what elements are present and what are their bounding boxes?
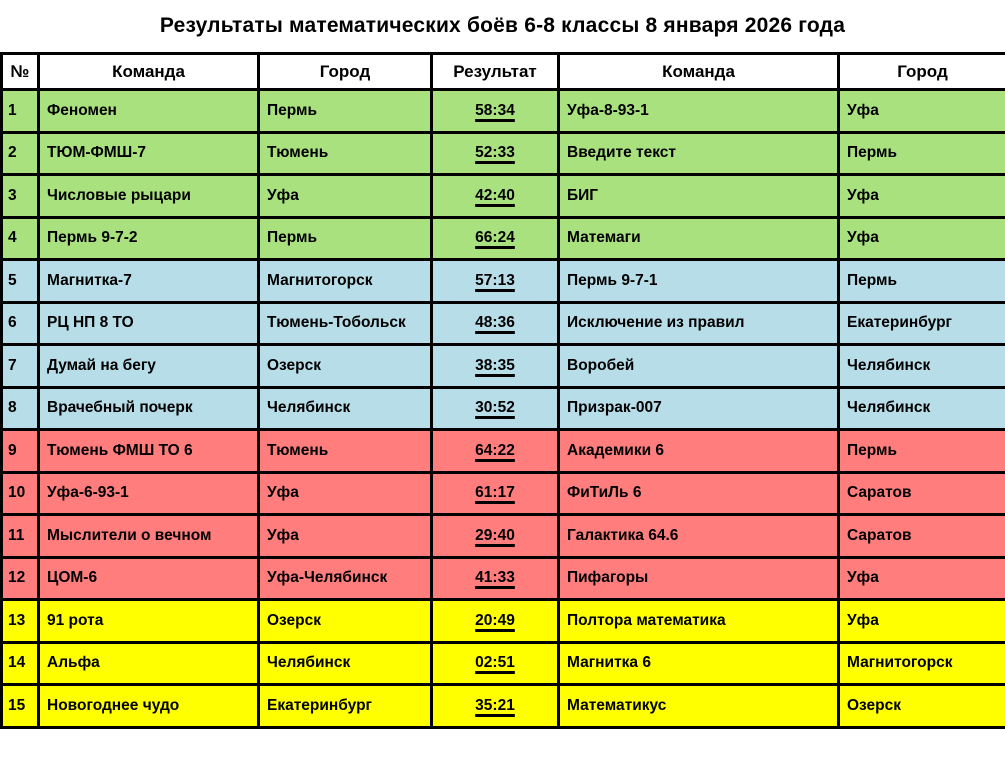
- row-number-cell: 13: [2, 600, 39, 643]
- city-right-cell: Саратов: [839, 472, 1005, 515]
- team-left-cell: Новогоднее чудо: [39, 685, 259, 728]
- table-row: [2, 132, 1005, 175]
- row-number-cell: 11: [2, 515, 39, 558]
- table-row: [2, 430, 1005, 473]
- team-right-cell: Математикус: [559, 685, 839, 728]
- team-right-cell: Академики 6: [559, 430, 839, 473]
- city-right-cell: Пермь: [839, 132, 1005, 175]
- result-cell: [432, 132, 559, 175]
- header-team-left: Команда: [39, 54, 259, 90]
- team-left-cell: Пермь 9-7-2: [39, 217, 259, 260]
- team-left-cell: Альфа: [39, 642, 259, 685]
- city-right-cell: Уфа: [839, 90, 1005, 133]
- result-cell: [432, 175, 559, 218]
- city-left-cell: Озерск: [259, 345, 432, 388]
- team-left-cell: ЦОМ-6: [39, 557, 259, 600]
- city-left-cell: Тюмень: [259, 430, 432, 473]
- result-cell: [432, 345, 559, 388]
- result-link[interactable]: 29:40: [475, 526, 515, 544]
- city-right-cell: Пермь: [839, 260, 1005, 303]
- result-link[interactable]: 64:22: [475, 441, 515, 459]
- city-left-cell: Пермь: [259, 90, 432, 133]
- result-cell: [432, 430, 559, 473]
- team-left-cell: Тюмень ФМШ ТО 6: [39, 430, 259, 473]
- row-number-cell: 8: [2, 387, 39, 430]
- city-right-cell: Пермь: [839, 430, 1005, 473]
- row-number-cell: 4: [2, 217, 39, 260]
- header-row: [2, 54, 1005, 90]
- result-cell: [432, 642, 559, 685]
- team-right-cell: Пифагоры: [559, 557, 839, 600]
- city-left-cell: Челябинск: [259, 642, 432, 685]
- team-right-cell: Пермь 9-7-1: [559, 260, 839, 303]
- row-number-cell: 7: [2, 345, 39, 388]
- result-link[interactable]: 61:17: [475, 484, 515, 502]
- header-result: Результат: [432, 54, 559, 90]
- result-cell: [432, 472, 559, 515]
- result-cell: [432, 90, 559, 133]
- team-right-cell: БИГ: [559, 175, 839, 218]
- result-cell: [432, 600, 559, 643]
- header-city-left: Город: [259, 54, 432, 90]
- city-left-cell: Тюмень-Тобольск: [259, 302, 432, 345]
- result-cell: [432, 260, 559, 303]
- page-title: Результаты математических боёв 6-8 классы 8 января 2026 года: [159, 14, 846, 37]
- row-number-cell: 14: [2, 642, 39, 685]
- city-left-cell: Пермь: [259, 217, 432, 260]
- team-left-cell: РЦ НП 8 ТО: [39, 302, 259, 345]
- result-link[interactable]: 02:51: [475, 654, 515, 672]
- team-left-cell: Феномен: [39, 90, 259, 133]
- team-right-cell: Полтора математика: [559, 600, 839, 643]
- row-number-cell: 15: [2, 685, 39, 728]
- city-right-cell: Екатеринбург: [839, 302, 1005, 345]
- table-row: [2, 685, 1005, 728]
- team-right-cell: Уфа-8-93-1: [559, 90, 839, 133]
- city-right-cell: Уфа: [839, 217, 1005, 260]
- city-left-cell: Челябинск: [259, 387, 432, 430]
- row-number-cell: 9: [2, 430, 39, 473]
- city-right-cell: Уфа: [839, 600, 1005, 643]
- table-row: [2, 217, 1005, 260]
- city-right-cell: Магнитогорск: [839, 642, 1005, 685]
- city-right-cell: Уфа: [839, 175, 1005, 218]
- team-right-cell: Воробей: [559, 345, 839, 388]
- city-left-cell: Уфа-Челябинск: [259, 557, 432, 600]
- team-right-cell: ФиТиЛь 6: [559, 472, 839, 515]
- team-left-cell: ТЮМ-ФМШ-7: [39, 132, 259, 175]
- table-row: [2, 302, 1005, 345]
- result-link[interactable]: 57:13: [475, 271, 515, 289]
- result-cell: [432, 387, 559, 430]
- result-cell: [432, 302, 559, 345]
- result-link[interactable]: 20:49: [475, 611, 515, 629]
- team-left-cell: Мыслители о вечном: [39, 515, 259, 558]
- results-table: [0, 52, 1005, 729]
- city-left-cell: Тюмень: [259, 132, 432, 175]
- team-right-cell: Исключение из правил: [559, 302, 839, 345]
- header-team-right: Команда: [559, 54, 839, 90]
- result-link[interactable]: 48:36: [475, 314, 515, 332]
- results-table-body: [2, 90, 1005, 728]
- city-left-cell: Уфа: [259, 515, 432, 558]
- city-left-cell: Екатеринбург: [259, 685, 432, 728]
- team-right-cell: Введите текст: [559, 132, 839, 175]
- city-right-cell: Озерск: [839, 685, 1005, 728]
- city-right-cell: Уфа: [839, 557, 1005, 600]
- result-link[interactable]: 41:33: [475, 569, 515, 587]
- team-left-cell: 91 рота: [39, 600, 259, 643]
- row-number-cell: 1: [2, 90, 39, 133]
- result-link[interactable]: 66:24: [475, 229, 515, 247]
- row-number-cell: 6: [2, 302, 39, 345]
- city-right-cell: Саратов: [839, 515, 1005, 558]
- team-left-cell: Врачебный почерк: [39, 387, 259, 430]
- table-row: [2, 515, 1005, 558]
- table-row: [2, 642, 1005, 685]
- team-right-cell: Магнитка 6: [559, 642, 839, 685]
- row-number-cell: 5: [2, 260, 39, 303]
- row-number-cell: 3: [2, 175, 39, 218]
- team-left-cell: Числовые рыцари: [39, 175, 259, 218]
- table-row: [2, 90, 1005, 133]
- team-left-cell: Уфа-6-93-1: [39, 472, 259, 515]
- team-left-cell: Думай на бегу: [39, 345, 259, 388]
- table-row: [2, 345, 1005, 388]
- city-right-cell: Челябинск: [839, 387, 1005, 430]
- result-link[interactable]: 52:33: [475, 144, 515, 162]
- table-row: [2, 557, 1005, 600]
- result-link[interactable]: 30:52: [475, 399, 515, 417]
- team-right-cell: Матемаги: [559, 217, 839, 260]
- header-city-right: Город: [839, 54, 1005, 90]
- team-right-cell: Призрак-007: [559, 387, 839, 430]
- header-number: №: [2, 54, 39, 90]
- result-cell: [432, 557, 559, 600]
- result-link[interactable]: 38:35: [475, 356, 515, 374]
- row-number-cell: 12: [2, 557, 39, 600]
- result-cell: [432, 217, 559, 260]
- row-number-cell: 2: [2, 132, 39, 175]
- result-cell: [432, 685, 559, 728]
- city-right-cell: Челябинск: [839, 345, 1005, 388]
- table-row: [2, 387, 1005, 430]
- table-row: [2, 175, 1005, 218]
- result-cell: [432, 515, 559, 558]
- table-row: [2, 600, 1005, 643]
- team-right-cell: Галактика 64.6: [559, 515, 839, 558]
- result-link[interactable]: 35:21: [475, 696, 515, 714]
- team-left-cell: Магнитка-7: [39, 260, 259, 303]
- row-number-cell: 10: [2, 472, 39, 515]
- city-left-cell: Уфа: [259, 175, 432, 218]
- city-left-cell: Магнитогорск: [259, 260, 432, 303]
- city-left-cell: Уфа: [259, 472, 432, 515]
- city-left-cell: Озерск: [259, 600, 432, 643]
- table-row: [2, 472, 1005, 515]
- result-link[interactable]: 42:40: [475, 186, 515, 204]
- result-link[interactable]: 58:34: [475, 101, 515, 119]
- table-row: [2, 260, 1005, 303]
